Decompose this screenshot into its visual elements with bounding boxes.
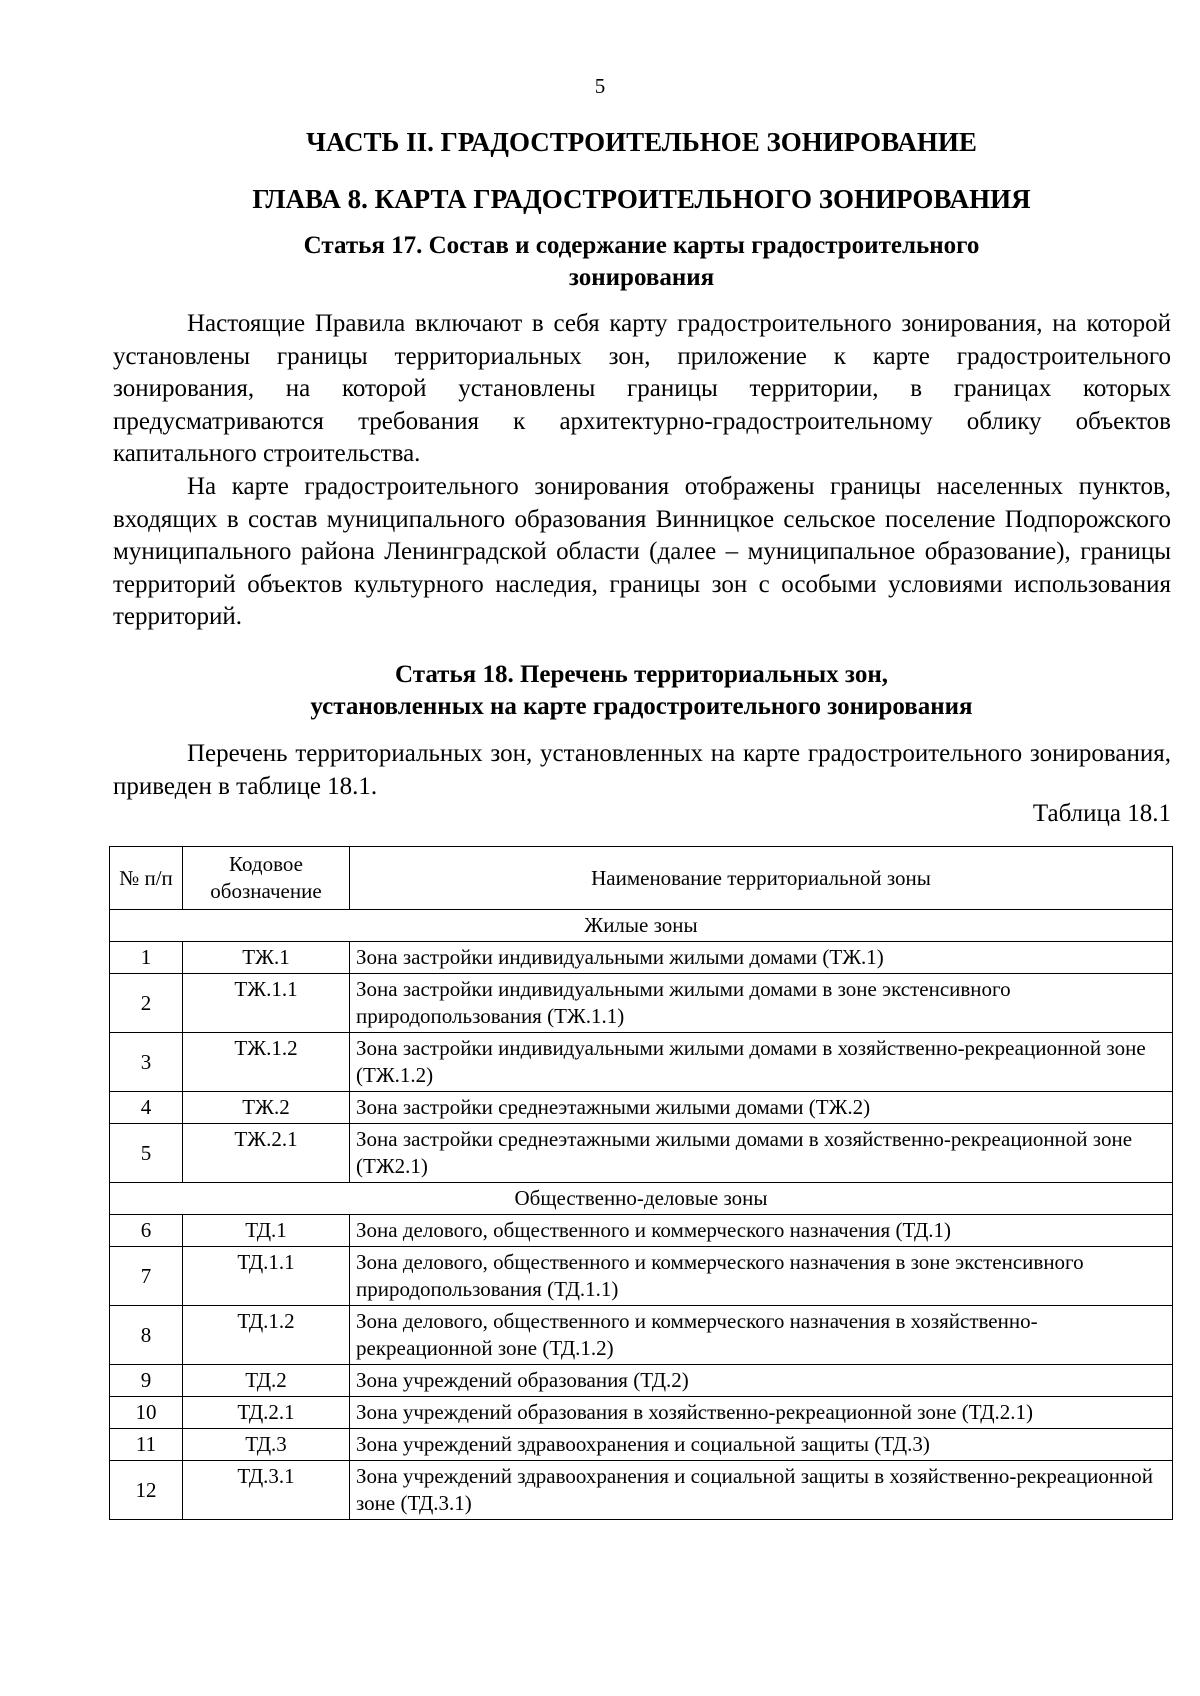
row-name: Зона застройки индивидуальными жилыми домами (ТЖ.1): [350, 942, 1173, 974]
page-number: 5: [594, 74, 606, 98]
row-name: Зона застройки среднеэтажными жилыми домами в хозяйственно-рекреационной зоне (ТЖ2.1): [350, 1124, 1173, 1183]
chapter-title: ГЛАВА 8. КАРТА ГРАДОСТРОИТЕЛЬНОГО ЗОНИРОВАНИЯ: [252, 184, 1031, 214]
row-code: ТЖ.2.1: [183, 1124, 350, 1183]
row-num: 11: [110, 1429, 183, 1461]
article-17-title-line1: Статья 17. Состав и содержание карты градостроительного: [303, 232, 980, 259]
table-row: [110, 1461, 1173, 1520]
row-num: 10: [110, 1397, 183, 1429]
table-row: [110, 1397, 1173, 1429]
row-code: ТД.3.1: [183, 1461, 350, 1520]
header-code: Кодовое обозначение: [183, 847, 350, 910]
table-row: [110, 1033, 1173, 1092]
row-num: 12: [110, 1461, 183, 1520]
row-num: 5: [110, 1124, 183, 1183]
table-body: [110, 910, 1173, 1520]
table-row: [110, 942, 1173, 974]
row-name: Зона делового, общественного и коммерческого назначения (ТД.1): [350, 1215, 1173, 1247]
row-code: ТД.3: [183, 1429, 350, 1461]
row-code: ТЖ.1: [183, 942, 350, 974]
table-row: [110, 1124, 1173, 1183]
row-name: Зона застройки индивидуальными жилыми домами в хозяйственно-рекреационной зоне (ТЖ.1.2): [350, 1033, 1173, 1092]
table-row: [110, 1092, 1173, 1124]
row-num: 9: [110, 1365, 183, 1397]
table-row: [110, 1215, 1173, 1247]
table-row: [110, 1306, 1173, 1365]
section-title: Общественно-деловые зоны: [110, 1183, 1173, 1215]
article-18-title: [110, 659, 1173, 723]
table-row: [110, 1429, 1173, 1461]
article-18-title-line1: Статья 18. Перечень территориальных зон,: [395, 661, 888, 688]
row-name: Зона учреждений образования (ТД.2): [350, 1365, 1173, 1397]
row-num: 1: [110, 942, 183, 974]
row-code: ТЖ.1.2: [183, 1033, 350, 1092]
header-num: № п/п: [110, 847, 183, 910]
row-code: ТД.1: [183, 1215, 350, 1247]
row-name: Зона застройки среднеэтажными жилыми домами (ТЖ.2): [350, 1092, 1173, 1124]
zones-table: [109, 846, 1173, 1520]
row-num: 6: [110, 1215, 183, 1247]
row-code: ТД.1.1: [183, 1247, 350, 1306]
row-code: ТД.2.1: [183, 1397, 350, 1429]
row-num: 7: [110, 1247, 183, 1306]
row-num: 2: [110, 974, 183, 1033]
row-name: Зона делового, общественного и коммерческого назначения в зоне экстенсивного природопользования (ТД.1.1): [350, 1247, 1173, 1306]
article-17-paragraph-2: На карте градостроительного зонирования отображены границы населенных пунктов, входящих в состав муниципального образования Винницкое сельское поселение Подпорожского муниципального района Ленинградской области (далее – муниципальное образование), границы территорий объектов культурного наследия, границы зон с особыми условиями использования территорий.: [113, 473, 1171, 630]
row-name: Зона застройки индивидуальными жилыми домами в зоне экстенсивного природопользования (ТЖ.1.1): [350, 974, 1173, 1033]
row-num: 8: [110, 1306, 183, 1365]
row-name: Зона делового, общественного и коммерческого назначения в хозяйственно-рекреационной зоне (ТД.1.2): [350, 1306, 1173, 1365]
row-code: ТЖ.2: [183, 1092, 350, 1124]
part-title: ЧАСТЬ II. ГРАДОСТРОИТЕЛЬНОЕ ЗОНИРОВАНИЕ: [306, 127, 977, 157]
row-code: ТЖ.1.1: [183, 974, 350, 1033]
row-num: 4: [110, 1092, 183, 1124]
article-17-paragraph-1: Настоящие Правила включают в себя карту градостроительного зонирования, на которой установлены границы территориальных зон, приложение к карте градостроительного зонирования, на которой установлены границы территории, в границах которых предусматриваются требования к архитектурно-градостроительному облику объектов капитального строительства.: [113, 310, 1171, 467]
table-header-row: [110, 847, 1173, 910]
row-name: Зона учреждений образования в хозяйственно-рекреационной зоне (ТД.2.1): [350, 1397, 1173, 1429]
article-17-title-line2: зонирования: [568, 264, 715, 291]
table-section-row: [110, 1183, 1173, 1215]
row-code: ТД.1.2: [183, 1306, 350, 1365]
table-row: [110, 1365, 1173, 1397]
table-row: [110, 974, 1173, 1033]
header-name: Наименование территориальной зоны: [350, 847, 1173, 910]
row-num: 3: [110, 1033, 183, 1092]
article-18-paragraph: Перечень территориальных зон, установленных на карте градостроительного зонирования, приведен в таблице 18.1.: [113, 740, 1171, 800]
article-17-title: [110, 230, 1173, 294]
row-name: Зона учреждений здравоохранения и социальной защиты (ТД.3): [350, 1429, 1173, 1461]
row-code: ТД.2: [183, 1365, 350, 1397]
section-title: Жилые зоны: [110, 910, 1173, 942]
table-caption: Таблица 18.1: [1032, 800, 1171, 827]
table-row: [110, 1247, 1173, 1306]
article-18-title-line2: установленных на карте градостроительного зонирования: [310, 693, 973, 720]
table-section-row: [110, 910, 1173, 942]
row-name: Зона учреждений здравоохранения и социальной защиты в хозяйственно-рекреационной зоне (ТД.3.1): [350, 1461, 1173, 1520]
